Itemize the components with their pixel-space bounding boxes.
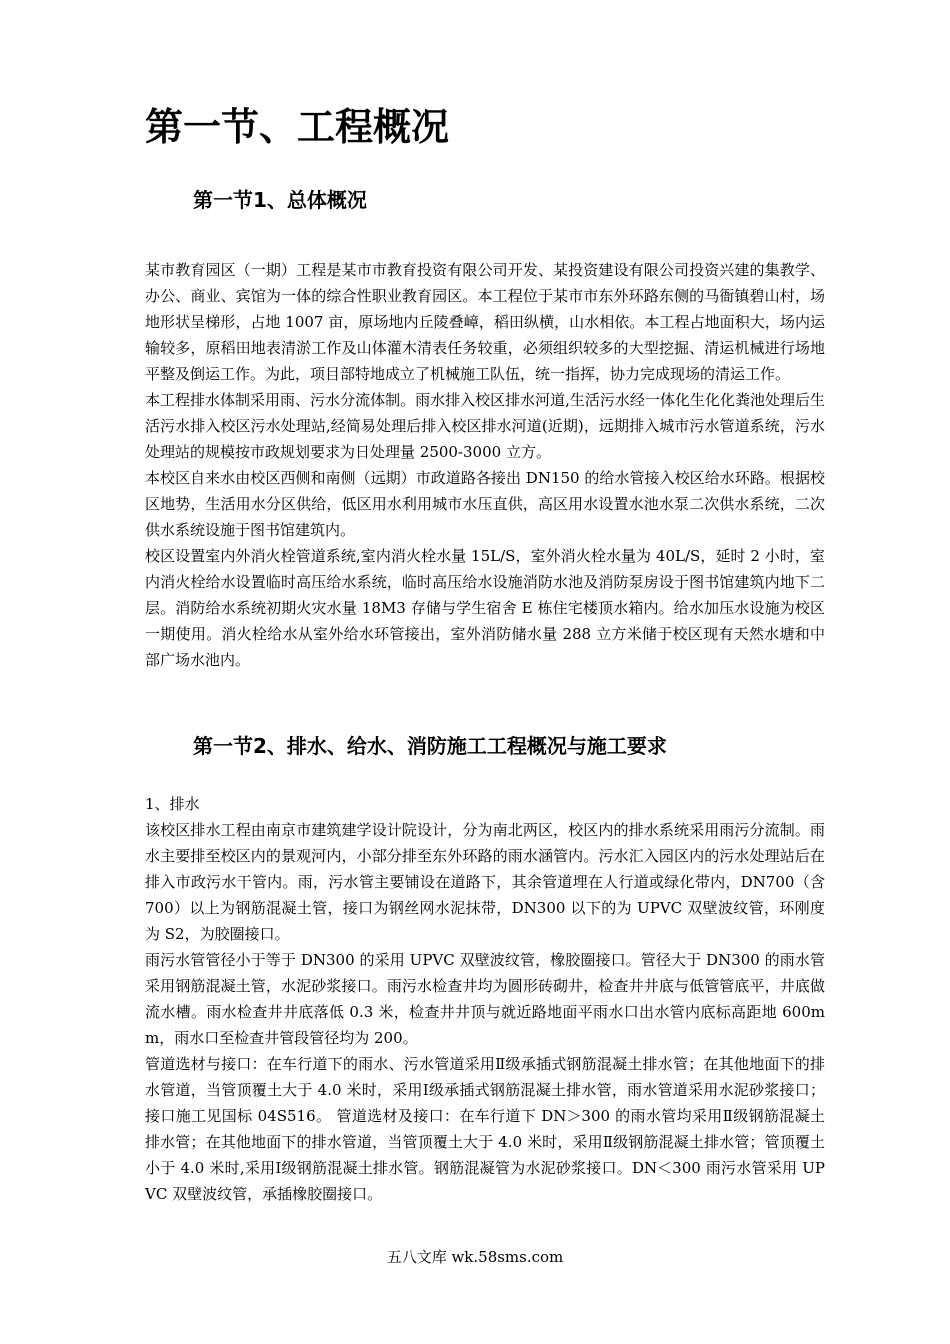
section-1-heading: 第一节1、总体概况 [193,188,367,212]
section-2-body [145,791,825,1207]
section-1-paragraph-1: 某市教育园区（一期）工程是某市市教育投资有限公司开发、某投资建设有限公司投资兴建的集教学、办公、商业、宾馆为一体的综合性职业教育园区。本工程位于某市市东外环路东侧的马衙镇碧山村，场地形状呈梯形，占地 1007 亩，原场地内丘陵叠嶂，稻田纵横，山水相依。本工程占地面积大，场内运输较多，原稻田地表清淤工作及山体灌木清表任务较重，必须组织较多的大型挖掘、清运机械进行场地平整及倒运工作。为此，项目部特地成立了机械施工队伍，统一指挥，协力完成现场的清运工作。 [145,261,825,383]
section-1-paragraph-4: 校区设置室内外消火栓管道系统,室内消火栓水量 15L/S，室外消火栓水量为 40L/S，延时 2 小时，室内消火栓给水设置临时高压给水系统，临时高压给水设施消防水池及消防泵房设于图书馆建筑内地下二层。消防给水系统初期火灾水量 18M3 存储与学生宿舍 E 栋住宅楼顶水箱内。给水加压水设施为校区一期使用。消火栓给水从室外给水环管接出，室外消防储水量 288 立方米储于校区现有天然水塘和中部广场水池内。 [145,547,825,669]
page-title: 第一节、工程概况 [145,105,450,149]
section-2-paragraph-1: 该校区排水工程由南京市建筑建学设计院设计，分为南北两区，校区内的排水系统采用雨污分流制。雨水主要排至校区内的景观河内，小部分排至东外环路的雨水涵管内。污水汇入园区内的污水处理站后在排入市政污水干管内。雨，污水管主要铺设在道路下，其余管道埋在人行道或绿化带内，DN700（含 700）以上为钢筋混凝土管，接口为钢丝网水泥抹带，DN300 以下的为 UPVC 双壁波纹管，环刚度为 S2，为胶圈接口。 [145,821,825,943]
section-2-paragraph-2: 雨污水管管径小于等于 DN300 的采用 UPVC 双壁波纹管，橡胶圈接口。管径大于 DN300 的雨水管采用钢筋混凝土管，水泥砂浆接口。雨污水检查井均为圆形砖砌井，检查井井底与低管管底平，井底做流水槽。雨水检查井井底落低 0.3 米，检查井井顶与就近路地面平雨水口出水管内底标高距地 600mm，雨水口至检查井管段管径均为 200。 [145,951,825,1047]
section-1-paragraph-2: 本工程排水体制采用雨、污水分流体制。雨水排入校区排水河道,生活污水经一体化生化化粪池处理后生活污水排入校区污水处理站,经简易处理后排入校区排水河道(近期)，远期排入城市污水管道系统，污水处理站的规模按市政规划要求为日处理量 2500-3000 立方。 [145,391,825,461]
document-page [145,100,825,1207]
section-1-paragraph-3: 本校区自来水由校区西侧和南侧（远期）市政道路各接出 DN150 的给水管接入校区给水环路。根据校区地势，生活用水分区供给，低区用水利用城市水压直供，高区用水设置水池水泵二次供水系统，二次供水系统设施于图书馆建筑内。 [145,469,825,539]
section-1-body [145,257,825,673]
section-2-subheading: 1、排水 [145,795,200,813]
section-2-paragraph-3: 管道选材与接口：在车行道下的雨水、污水管道采用Ⅱ级承插式钢筋混凝土排水管；在其他地面下的排水管道，当管顶覆土大于 4.0 米时，采用Ⅰ级承插式钢筋混凝土排水管，雨水管道采用水泥砂浆接口；接口施工见国标 04S516。 管道选材及接口：在车行道下 DN＞300 的雨水管均采用Ⅱ级钢筋混凝土排水管；在其他地面下的排水管道，当管顶覆土大于 4.0 米时，采用Ⅱ级钢筋混凝土排水管；管顶覆土小于 4.0 米时,采用Ⅰ级钢筋混凝土排水管。钢筋混凝管为水泥砂浆接口。DN＜300 雨污水管采用 UPVC 双壁波纹管，承插橡胶圈接口。 [145,1055,825,1203]
page-footer: 五八文库 wk.58sms.com [386,1248,564,1266]
section-2-heading: 第一节2、排水、给水、消防施工工程概况与施工要求 [193,734,667,758]
